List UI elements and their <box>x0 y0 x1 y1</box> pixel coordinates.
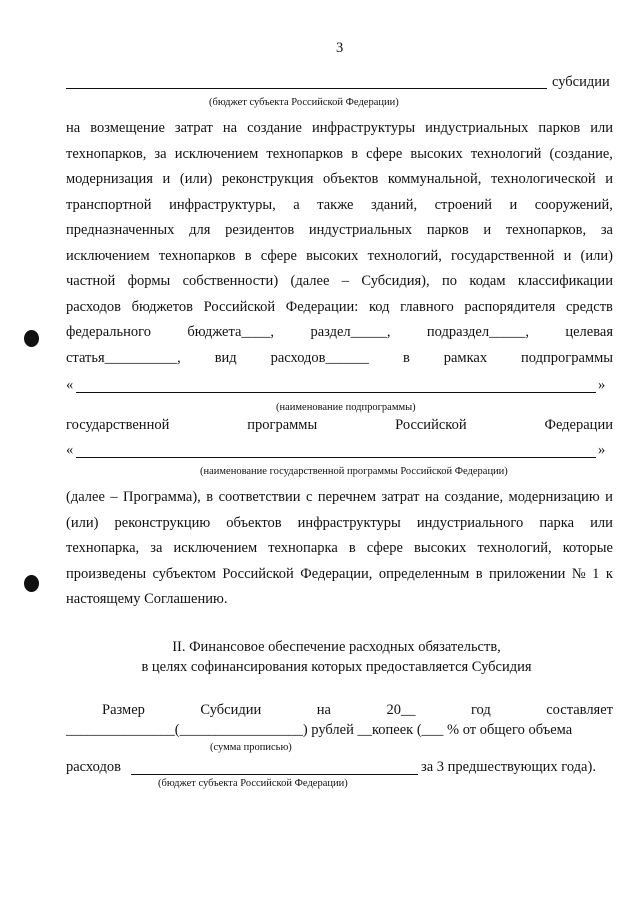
word: высоких <box>414 540 467 556</box>
word: Программа), <box>123 489 201 505</box>
word: по <box>442 273 458 289</box>
program-blank-line <box>76 457 596 458</box>
word: парков <box>426 222 469 238</box>
subsidy-word: субсидии <box>552 74 610 90</box>
word: реконструкцию <box>114 515 211 531</box>
word: приложении <box>488 566 566 582</box>
subprogram-quote-close: » <box>598 377 606 393</box>
word: государственной <box>451 248 555 264</box>
word: технологий <box>470 146 542 162</box>
subprogram-quote-open: « <box>66 377 74 393</box>
word: на <box>424 489 440 505</box>
word: год <box>470 702 491 718</box>
punch-hole-mark <box>24 575 39 592</box>
word: (или) <box>179 171 213 187</box>
word: в <box>348 540 356 556</box>
word: Федерации: <box>285 299 359 315</box>
word: код <box>368 299 390 315</box>
word: (или) <box>66 515 99 531</box>
word: технопарков <box>158 248 236 264</box>
word: высоких <box>306 248 359 264</box>
amount-line1 <box>102 702 613 719</box>
word: бюджета____, <box>187 324 275 340</box>
word: к <box>605 566 613 582</box>
word: формы <box>127 273 171 289</box>
word: которые <box>562 540 613 556</box>
word: сооружений, <box>534 197 613 213</box>
word: модернизация <box>66 171 153 187</box>
paragraph2-line1 <box>66 489 613 506</box>
word: Российской <box>395 417 467 433</box>
word: исключением <box>66 248 150 264</box>
word: парка <box>539 515 575 531</box>
word: в <box>244 248 252 264</box>
word: и <box>605 171 613 187</box>
paragraph1-line10 <box>66 350 613 367</box>
word: (далее <box>66 489 105 505</box>
expenses-budget-caption: (бюджет субъекта Российской Федерации) <box>158 778 348 789</box>
word: инфраструктуры <box>297 515 401 531</box>
word: (далее <box>290 273 330 289</box>
word: технологий, <box>367 248 442 264</box>
word: 20__ <box>386 702 416 718</box>
subprogram-blank-line <box>76 392 596 393</box>
word: парков <box>538 120 581 136</box>
word: за <box>150 540 163 556</box>
word: Размер <box>102 702 145 718</box>
word: произведены <box>66 566 147 582</box>
word: с <box>305 489 313 505</box>
word: подраздел_____, <box>426 324 529 340</box>
word: предназначенных <box>66 222 175 238</box>
word: вид <box>214 350 237 366</box>
word: составляет <box>546 702 613 718</box>
word: затрат <box>174 120 213 136</box>
section-heading-line2: в целях софинансирования которых предоставляется Субсидия <box>141 659 532 675</box>
word: а <box>293 197 300 213</box>
word: за <box>600 222 613 238</box>
amount-line2: _______________(_________________) рублей __копеек (___ % от общего объема <box>66 722 573 738</box>
word: сфере <box>366 540 403 556</box>
word: расходов______ <box>270 350 370 366</box>
budget-blank-line <box>66 88 547 89</box>
paragraph1-line4 <box>66 197 613 214</box>
paragraph1-line1 <box>66 120 613 137</box>
word: индустриального <box>416 515 524 531</box>
paragraph1-line5 <box>66 222 613 239</box>
expenses-budget-blank-line <box>131 774 418 775</box>
expenses-label: расходов <box>66 759 121 775</box>
word: на <box>222 120 238 136</box>
word: (или) <box>580 248 613 264</box>
word: Федерации, <box>300 566 373 582</box>
word: модернизацию <box>508 489 600 505</box>
word: – <box>110 489 118 505</box>
word: и <box>162 171 171 187</box>
word: соответствии <box>218 489 301 505</box>
word: (создание, <box>549 146 613 162</box>
word: объектов <box>323 171 379 187</box>
budget-caption: (бюджет субъекта Российской Федерации) <box>209 97 399 108</box>
paragraph2-line3 <box>66 540 613 557</box>
word: затрат <box>381 489 420 505</box>
word: и <box>563 248 572 264</box>
paragraph1-line8 <box>66 299 613 316</box>
word: технологической <box>490 171 596 187</box>
word: индустриальных <box>308 222 413 238</box>
word: технопарков <box>266 146 344 162</box>
word: для <box>189 222 211 238</box>
word: индустриальных <box>425 120 529 136</box>
word: частной <box>66 273 116 289</box>
word: Российской <box>203 299 276 315</box>
word: № <box>571 566 586 582</box>
word: строений <box>434 197 492 213</box>
word: сфере <box>260 248 297 264</box>
word: раздел_____, <box>310 324 391 340</box>
program-caption: (наименование государственной программы Российской Федерации) <box>200 466 508 477</box>
word: за <box>154 146 167 162</box>
word: Федерации <box>544 417 613 433</box>
word: инфраструктуры, <box>169 197 276 213</box>
sum-in-words-caption: (сумма прописью) <box>210 742 292 753</box>
word: технопарков, <box>66 146 147 162</box>
paragraph1-line3 <box>66 171 613 188</box>
word: также <box>317 197 354 213</box>
paragraph2-line5: настоящему Соглашению. <box>66 591 228 607</box>
paragraph1-line9 <box>66 324 613 341</box>
word: и <box>509 197 518 213</box>
word: высоких <box>410 146 463 162</box>
word: на <box>316 702 331 718</box>
word: коммунальной, <box>387 171 482 187</box>
word: создание, <box>444 489 504 505</box>
paragraph2-line2 <box>66 515 613 532</box>
word: Субсидии <box>200 702 262 718</box>
word: сфере <box>366 146 403 162</box>
word: технопарка, <box>66 540 140 556</box>
word: рамках <box>443 350 488 366</box>
program-quote-close: » <box>598 442 606 458</box>
word: определенным <box>378 566 470 582</box>
paragraph1-line2 <box>66 146 613 163</box>
word: объектов <box>226 515 282 531</box>
section-heading-line1: II. Финансовое обеспечение расходных обязательств, <box>172 639 501 655</box>
word: в <box>402 350 410 366</box>
word: собственности) <box>182 273 279 289</box>
expenses-period-text: за 3 предшествующих года). <box>421 759 596 775</box>
word: в <box>206 489 214 505</box>
subprogram-caption: (наименование подпрограммы) <box>276 402 416 413</box>
word: технопарков, <box>505 222 587 238</box>
word: в <box>475 566 483 582</box>
page-number: 3 <box>336 40 344 56</box>
word: распорядителя <box>464 299 556 315</box>
word: в <box>351 146 359 162</box>
word: кодам <box>469 273 506 289</box>
word: транспортной <box>66 197 152 213</box>
word: средств <box>565 299 613 315</box>
word: субъектом <box>152 566 216 582</box>
word: возмещение <box>90 120 165 136</box>
word: подпрограммы <box>521 350 613 366</box>
word: программы <box>247 417 318 433</box>
program-quote-open: « <box>66 442 74 458</box>
word: на <box>66 120 81 136</box>
word: реконструкция <box>221 171 314 187</box>
word: целевая <box>565 324 613 340</box>
word: статья__________, <box>66 350 181 366</box>
paragraph1-line7 <box>66 273 613 290</box>
paragraph1-line6 <box>66 248 613 265</box>
word: Российской <box>222 566 294 582</box>
word: и <box>605 489 613 505</box>
word: классификации <box>517 273 613 289</box>
word: технопарка <box>268 540 338 556</box>
word: исключением <box>174 146 259 162</box>
word: расходов <box>66 299 121 315</box>
word: – <box>341 273 350 289</box>
word: 1 <box>592 566 600 582</box>
word: Субсидия), <box>361 273 430 289</box>
word: перечнем <box>317 489 377 505</box>
word: государственной <box>66 417 170 433</box>
word: технологий, <box>477 540 552 556</box>
punch-hole-mark <box>24 330 39 347</box>
word: и <box>483 222 492 238</box>
word: бюджетов <box>131 299 193 315</box>
word: или <box>590 515 613 531</box>
word: или <box>590 120 613 136</box>
word: создание <box>247 120 302 136</box>
word: зданий, <box>370 197 418 213</box>
word: главного <box>400 299 454 315</box>
program-line <box>66 417 613 434</box>
word: резидентов <box>225 222 295 238</box>
paragraph2-line4 <box>66 566 613 583</box>
word: федерального <box>66 324 151 340</box>
word: исключением <box>173 540 258 556</box>
word: инфраструктуры <box>311 120 416 136</box>
